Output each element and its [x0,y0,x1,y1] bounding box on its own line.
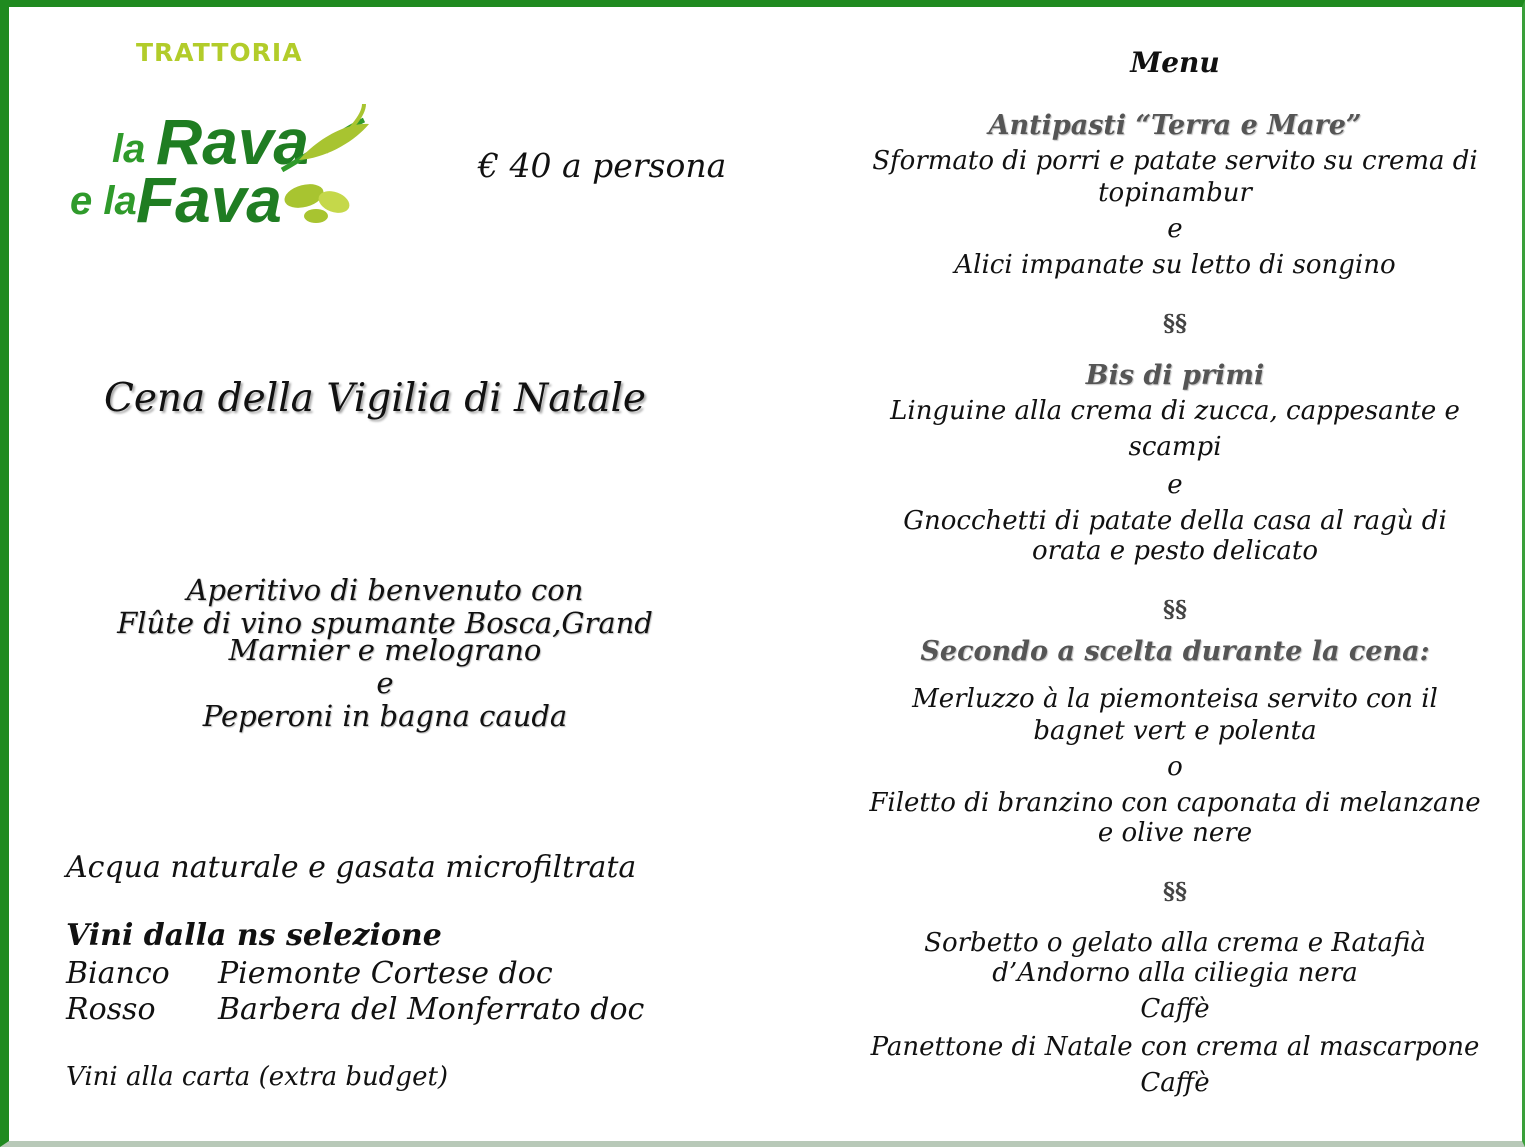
aperitivo-line: e [376,666,394,700]
primi-heading: Bis di primi [1085,360,1265,391]
svg-text:e la: e la [70,179,137,223]
menu-item: Panettone di Natale con crema al mascarpone [870,1032,1480,1062]
menu-item: Alici impanate su letto di songino [954,250,1396,280]
wine-name: Piemonte Cortese doc [218,956,553,991]
menu-item: orata e pesto delicato [1031,536,1318,566]
section-separator: §§ [1162,596,1188,623]
secondi-heading: Secondo a scelta durante la cena: [920,636,1430,667]
menu-item: Caffè [1140,994,1210,1024]
menu-title: Menu [1130,46,1220,79]
menu-item: Sformato di porri e patate servito su crema di [872,146,1478,176]
menu-item: d’Andorno alla ciliegia nera [992,958,1358,988]
event-title: Cena della Vigilia di Natale [104,376,647,421]
menu-item: Sorbetto o gelato alla crema e Ratafià [924,928,1426,958]
svg-text:Fava: Fava [136,164,282,232]
wine-row-red [66,992,644,1027]
wines-heading: Vini dalla ns selezione [66,918,442,953]
aperitivo-line: Marnier e melograno [228,633,542,667]
wine-type: Rosso [66,992,156,1027]
menu-item: Caffè [1140,1068,1210,1098]
aperitivo-line: Flûte di vino spumante Bosca,Grand [117,606,653,640]
wine-type: Bianco [66,956,170,991]
menu-conjunction: o [1167,752,1183,782]
menu-item: e olive nere [1097,818,1253,848]
aperitivo-section [90,574,680,733]
svg-text:la: la [112,127,146,171]
restaurant-logo [64,92,394,232]
menu-item: Filetto di branzino con caponata di melanzane [869,788,1481,818]
aperitivo-line: Aperitivo di benvenuto con [186,573,584,607]
water-line: Acqua naturale e gasata microfiltrata [66,850,637,885]
wine-name: Barbera del Monferrato doc [218,992,645,1027]
menu-item: topinambur [1098,178,1252,208]
menu-item: bagnet vert e polenta [1033,716,1317,746]
antipasti-heading: Antipasti “Terra e Mare” [988,110,1362,141]
wine-row-white [66,956,553,991]
menu-item: Linguine alla crema di zucca, cappesante e [890,396,1460,426]
section-separator: §§ [1162,310,1188,337]
section-separator: §§ [1162,878,1188,905]
trattoria-label: TRATTORIA [136,38,303,67]
aperitivo-line: Peperoni in bagna cauda [202,699,568,733]
menu-conjunction: e [1167,214,1183,244]
menu-item: scampi [1128,432,1222,462]
menu-item: Merluzzo à la piemonteisa servito con il [912,684,1438,714]
menu-item: Gnocchetti di patate della casa al ragù di [903,506,1447,536]
wine-list-note: Vini alla carta (extra budget) [66,1062,449,1092]
price-per-person: € 40 a persona [478,146,727,185]
svg-text:Rava: Rava [156,106,309,178]
menu-conjunction: e [1167,470,1183,500]
